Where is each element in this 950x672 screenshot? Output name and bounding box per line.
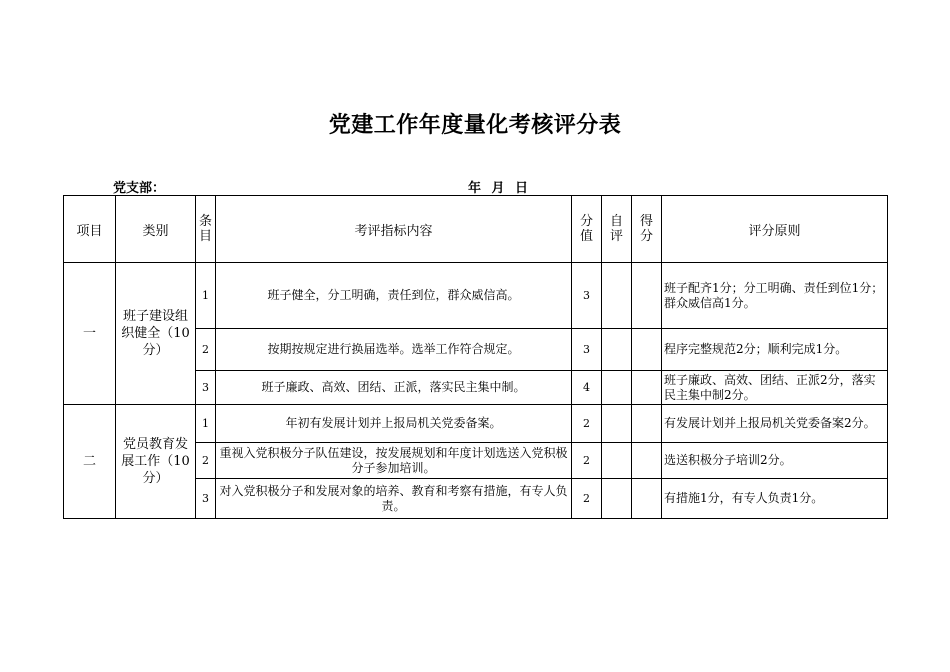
table-row bbox=[64, 263, 888, 329]
entry-number: 3 bbox=[196, 479, 216, 519]
self-eval-cell[interactable] bbox=[602, 479, 632, 519]
header-entry: 条目 bbox=[196, 196, 216, 263]
header-principle: 评分原则 bbox=[662, 196, 888, 263]
score-cell: 3 bbox=[572, 263, 602, 329]
date-label: 年 月 日 bbox=[468, 181, 529, 196]
got-score-cell[interactable] bbox=[632, 371, 662, 405]
self-eval-cell[interactable] bbox=[602, 405, 632, 443]
content-cell: 重视入党积极分子队伍建设，按发展规划和年度计划选送入党积极分子参加培训。 bbox=[216, 443, 572, 479]
got-score-cell[interactable] bbox=[632, 405, 662, 443]
entry-number: 2 bbox=[196, 443, 216, 479]
header-category: 类别 bbox=[116, 196, 196, 263]
got-score-cell[interactable] bbox=[632, 443, 662, 479]
entry-number: 1 bbox=[196, 263, 216, 329]
header-self-eval: 自评 bbox=[602, 196, 632, 263]
principle-cell: 班子配齐1分；分工明确、责任到位1分；群众威信高1分。 bbox=[662, 263, 888, 329]
self-eval-cell[interactable] bbox=[602, 263, 632, 329]
content-cell: 按期按规定进行换届选举。选举工作符合规定。 bbox=[216, 329, 572, 371]
content-cell: 班子健全，分工明确，责任到位，群众威信高。 bbox=[216, 263, 572, 329]
content-cell: 对入党积极分子和发展对象的培养、教育和考察有措施，有专人负责。 bbox=[216, 479, 572, 519]
self-eval-cell[interactable] bbox=[602, 371, 632, 405]
category-cell: 党员教育发展工作（10分） bbox=[116, 405, 196, 519]
content-cell: 班子廉政、高效、团结、正派，落实民主集中制。 bbox=[216, 371, 572, 405]
scoring-table bbox=[63, 195, 888, 519]
score-cell: 2 bbox=[572, 443, 602, 479]
got-score-cell[interactable] bbox=[632, 329, 662, 371]
principle-cell: 程序完整规范2分；顺利完成1分。 bbox=[662, 329, 888, 371]
principle-cell: 选送积极分子培训2分。 bbox=[662, 443, 888, 479]
table-row bbox=[64, 405, 888, 443]
principle-cell: 班子廉政、高效、团结、正派2分，落实民主集中制2分。 bbox=[662, 371, 888, 405]
item-number: 二 bbox=[64, 405, 116, 519]
principle-cell: 有措施1分，有专人负责1分。 bbox=[662, 479, 888, 519]
header-row bbox=[64, 196, 888, 263]
entry-number: 2 bbox=[196, 329, 216, 371]
got-score-cell[interactable] bbox=[632, 263, 662, 329]
item-number: 一 bbox=[64, 263, 116, 405]
entry-number: 1 bbox=[196, 405, 216, 443]
score-cell: 4 bbox=[572, 371, 602, 405]
score-cell: 2 bbox=[572, 405, 602, 443]
content-cell: 年初有发展计划并上报局机关党委备案。 bbox=[216, 405, 572, 443]
branch-label: 党支部： bbox=[113, 181, 166, 196]
got-score-cell[interactable] bbox=[632, 479, 662, 519]
self-eval-cell[interactable] bbox=[602, 443, 632, 479]
score-cell: 2 bbox=[572, 479, 602, 519]
page-title: 党建工作年度量化考核评分表 bbox=[328, 113, 622, 138]
entry-number: 3 bbox=[196, 371, 216, 405]
score-cell: 3 bbox=[572, 329, 602, 371]
header-got-score: 得分 bbox=[632, 196, 662, 263]
header-score: 分值 bbox=[572, 196, 602, 263]
header-content: 考评指标内容 bbox=[216, 196, 572, 263]
header-item: 项目 bbox=[64, 196, 116, 263]
self-eval-cell[interactable] bbox=[602, 329, 632, 371]
category-cell: 班子建设组织健全（10分） bbox=[116, 263, 196, 405]
principle-cell: 有发展计划并上报局机关党委备案2分。 bbox=[662, 405, 888, 443]
